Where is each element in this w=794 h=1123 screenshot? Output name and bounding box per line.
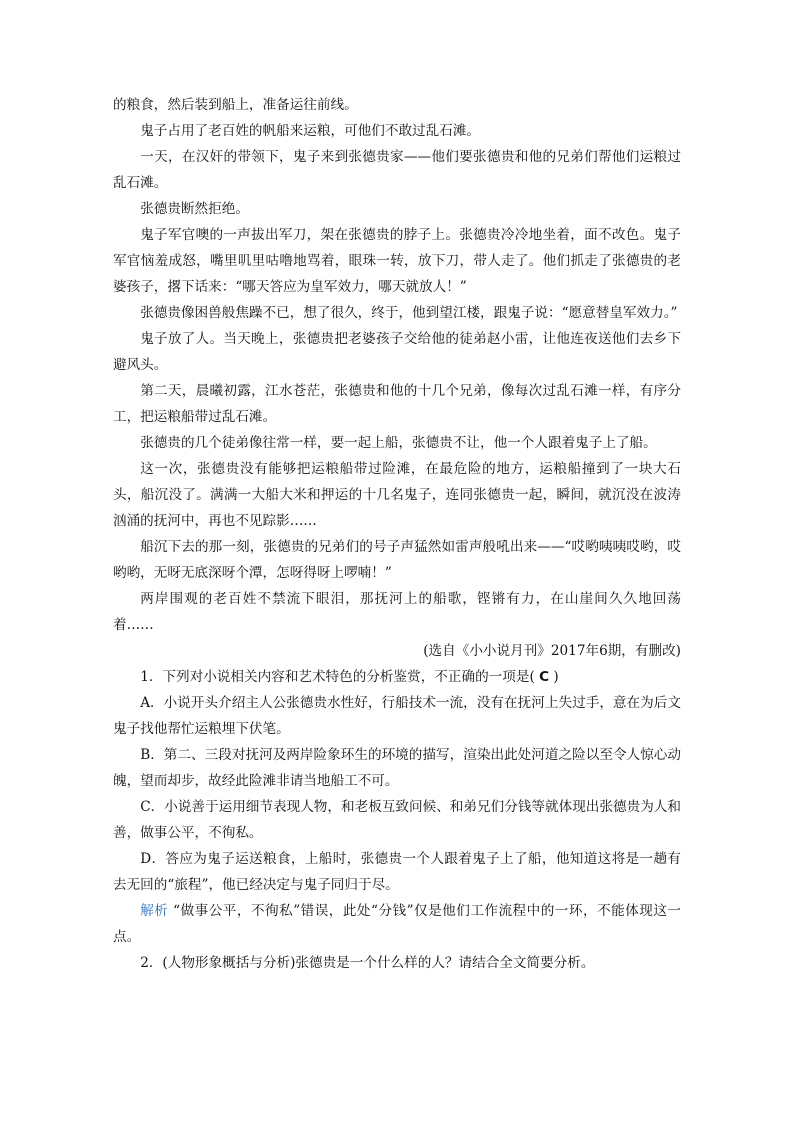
paragraph: 两岸围观的老百姓不禁流下眼泪，那抚河上的船歌，铿锵有力，在山崖间久久地回荡着…… [113,591,681,633]
source-citation: (选自《小小说月刊》2017年6期，有删改) [423,643,681,659]
paragraph: 船沉下去的那一刻，张德贵的兄弟们的号子声猛然如雷声般吼出来——“哎哟咦咦哎哟，哎哟哟，无呀无底深呀个潭，怎呀得呀上啰喃！” [113,539,681,581]
analysis [113,898,681,950]
paragraph: 张德贵断然拒绝。 [140,201,249,217]
analysis-text: “做事公平，不徇私”错误，此处“分钱”仅是他们工作流程中的一环，不能体现这一点。 [113,903,681,945]
option-b: B．第二、三段对抚河及两岸险象环生的环境的描写，渲染出此处河道之险以至令人惊心动魄，望而却步，故经此险滩非请当地船工不可。 [113,747,681,789]
question-1-answer: C [539,669,550,685]
paragraph: 这一次，张德贵没有能够把运粮船带过险滩，在最危险的地方，运粮船撞到了一块大石头，船沉没了。满满一大船大米和押运的十几名鬼子，连同张德贵一起，瞬间，就沉没在波涛汹涌的抚河中，再也不见踪影…… [113,461,681,529]
question-1-close: ) [549,669,559,685]
question-2-stem: 2．(人物形象概括与分析)张德贵是一个什么样的人？请结合全文简要分析。 [140,955,595,971]
option-d: D．答应为鬼子运送粮食，上船时，张德贵一个人跟着鬼子上了船，他知道这将是一趟有去无回的“旅程”，他已经决定与鬼子同归于尽。 [113,851,681,893]
paragraph: 的粮食，然后装到船上，准备运往前线。 [113,97,358,113]
question-1-text: 1．下列对小说相关内容和艺术特色的分析鉴赏，不正确的一项是( [140,669,540,685]
analysis-label: 解析 [140,903,169,919]
story-text [113,92,681,976]
paragraph: 第二天，晨曦初露，江水苍茫，张德贵和他的十几个兄弟，像每次过乱石滩一样，有序分工，把运粮船带过乱石滩。 [113,383,681,425]
paragraph: 鬼子放了人。当天晚上，张德贵把老婆孩子交给他的徒弟赵小雷，让他连夜送他们去乡下避风头。 [113,331,681,373]
question-1-stem [113,664,681,690]
paragraph: 张德贵像困兽般焦躁不已，想了很久，终于，他到望江楼，跟鬼子说：“愿意替皇军效力。” [140,305,678,321]
option-c: C．小说善于运用细节表现人物，和老板互致问候、和弟兄们分钱等就体现出张德贵为人和善，做事公平，不徇私。 [113,799,681,841]
paragraph: 鬼子占用了老百姓的帆船来运粮，可他们不敢过乱石滩。 [140,123,481,139]
paragraph: 一天，在汉奸的带领下，鬼子来到张德贵家——他们要张德贵和他的兄弟们帮他们运粮过乱石滩。 [113,149,681,191]
paragraph: 张德贵的几个徒弟像往常一样，要一起上船，张德贵不让，他一个人跟着鬼子上了船。 [140,435,657,451]
paragraph: 鬼子军官噢的一声拔出军刀，架在张德贵的脖子上。张德贵冷冷地坐着，面不改色。鬼子军官恼羞成怒，嘴里叽里咕噜地骂着，眼珠一转，放下刀，带人走了。他们抓走了张德贵的老婆孩子，撂下话来：“哪天答应为皇军效力，哪天就放人！” [113,227,681,295]
option-a: A．小说开头介绍主人公张德贵水性好，行船技术一流，没有在抚河上失过手，意在为后文鬼子找他帮忙运粮埋下伏笔。 [113,695,681,737]
